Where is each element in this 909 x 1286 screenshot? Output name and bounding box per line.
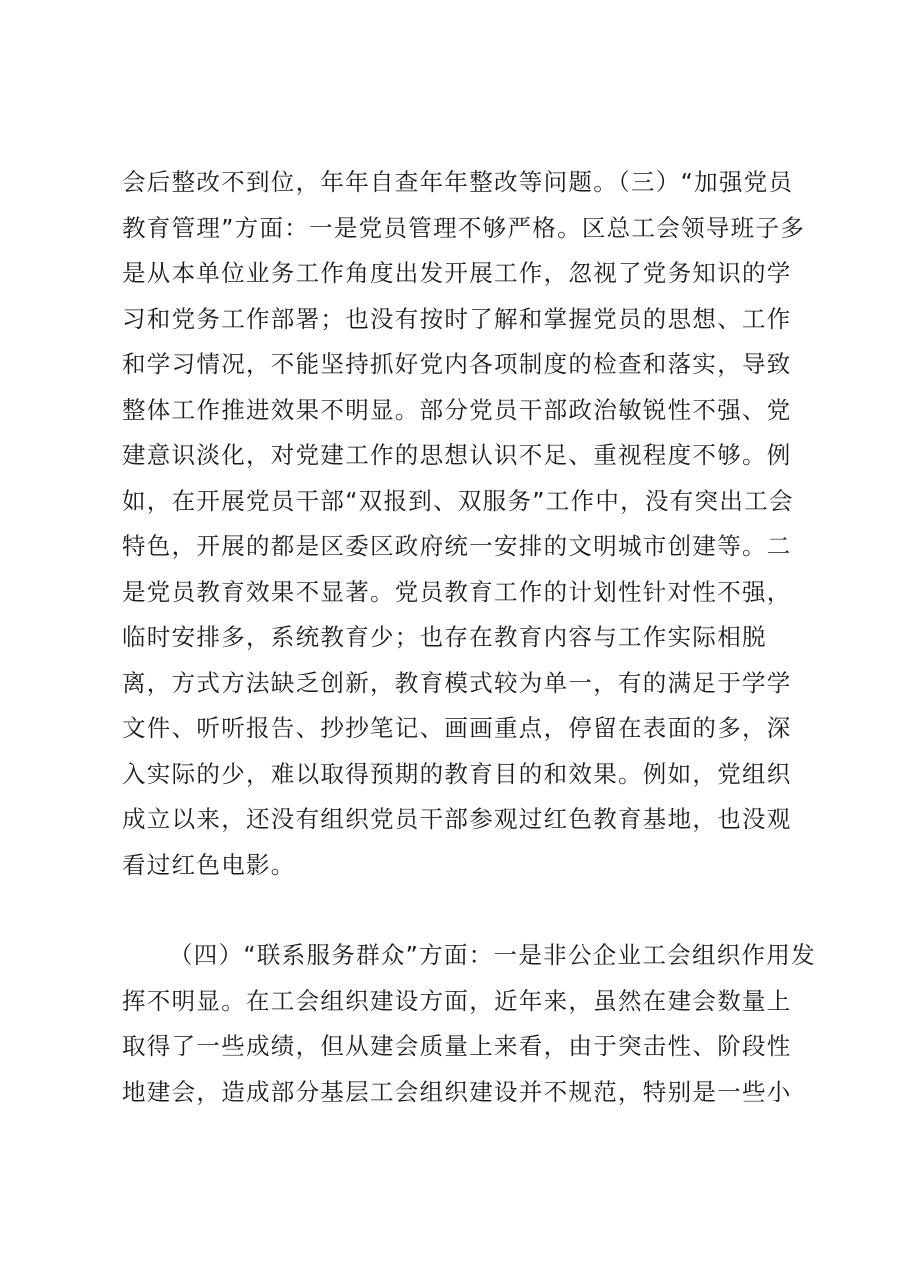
text-line: 文件、听听报告、抄抄笔记、画画重点，停留在表面的多，深 [122,714,792,742]
paragraph-serving-masses [122,933,816,1115]
text-line: 离，方式方法缺乏创新，教育模式较为单一，有的满足于学学 [122,668,792,697]
text-line: 是党员教育效果不显著。党员教育工作的计划性针对性不强， [122,577,792,606]
text-line: 会后整改不到位，年年自查年年整改等问题。（三）“加强党员 [122,168,794,196]
text-line: 入实际的少，难以取得预期的教育目的和效果。例如，党组织 [122,759,792,788]
text-line: 建意识淡化，对党建工作的思想认识不足、重视程度不够。例 [122,441,792,469]
text-line: 临时安排多，系统教育少；也存在教育内容与工作实际相脱 [122,623,767,651]
text-line: 看过红色电影。 [122,850,296,879]
text-line: 特色，开展的都是区委区政府统一安排的文明城市创建等。二 [122,532,792,560]
text-line: 地建会，造成部分基层工会组织建设并不规范，特别是一些小 [122,1077,792,1106]
text-line: 成立以来，还没有组织党员干部参观过红色教育基地，也没观 [122,805,792,833]
text-line: 整体工作推进效果不明显。部分党员干部政治敏锐性不强、党 [122,395,792,424]
text-line: 教育管理”方面：一是党员管理不够严格。区总工会领导班子多 [122,213,806,242]
text-line: 如，在开展党员干部“双报到、双服务”工作中，没有突出工会 [122,486,794,515]
text-line: 取得了一些成绩，但从建会质量上来看，由于突击性、阶段性 [122,1032,792,1060]
paragraph-party-education [122,160,806,888]
text-line: 是从本单位业务工作角度出发开展工作，忽视了党务知识的学 [122,259,792,287]
text-line: 习和党务工作部署；也没有按时了解和掌握党员的思想、工作 [122,304,792,333]
text-line: （四）“联系服务群众”方面：一是非公企业工会组织作用发 [169,941,816,969]
text-line: 和学习情况，不能坚持抓好党内各项制度的检查和落实，导致 [122,350,792,378]
text-line: 挥不明显。在工会组织建设方面，近年来，虽然在建会数量上 [122,986,792,1015]
